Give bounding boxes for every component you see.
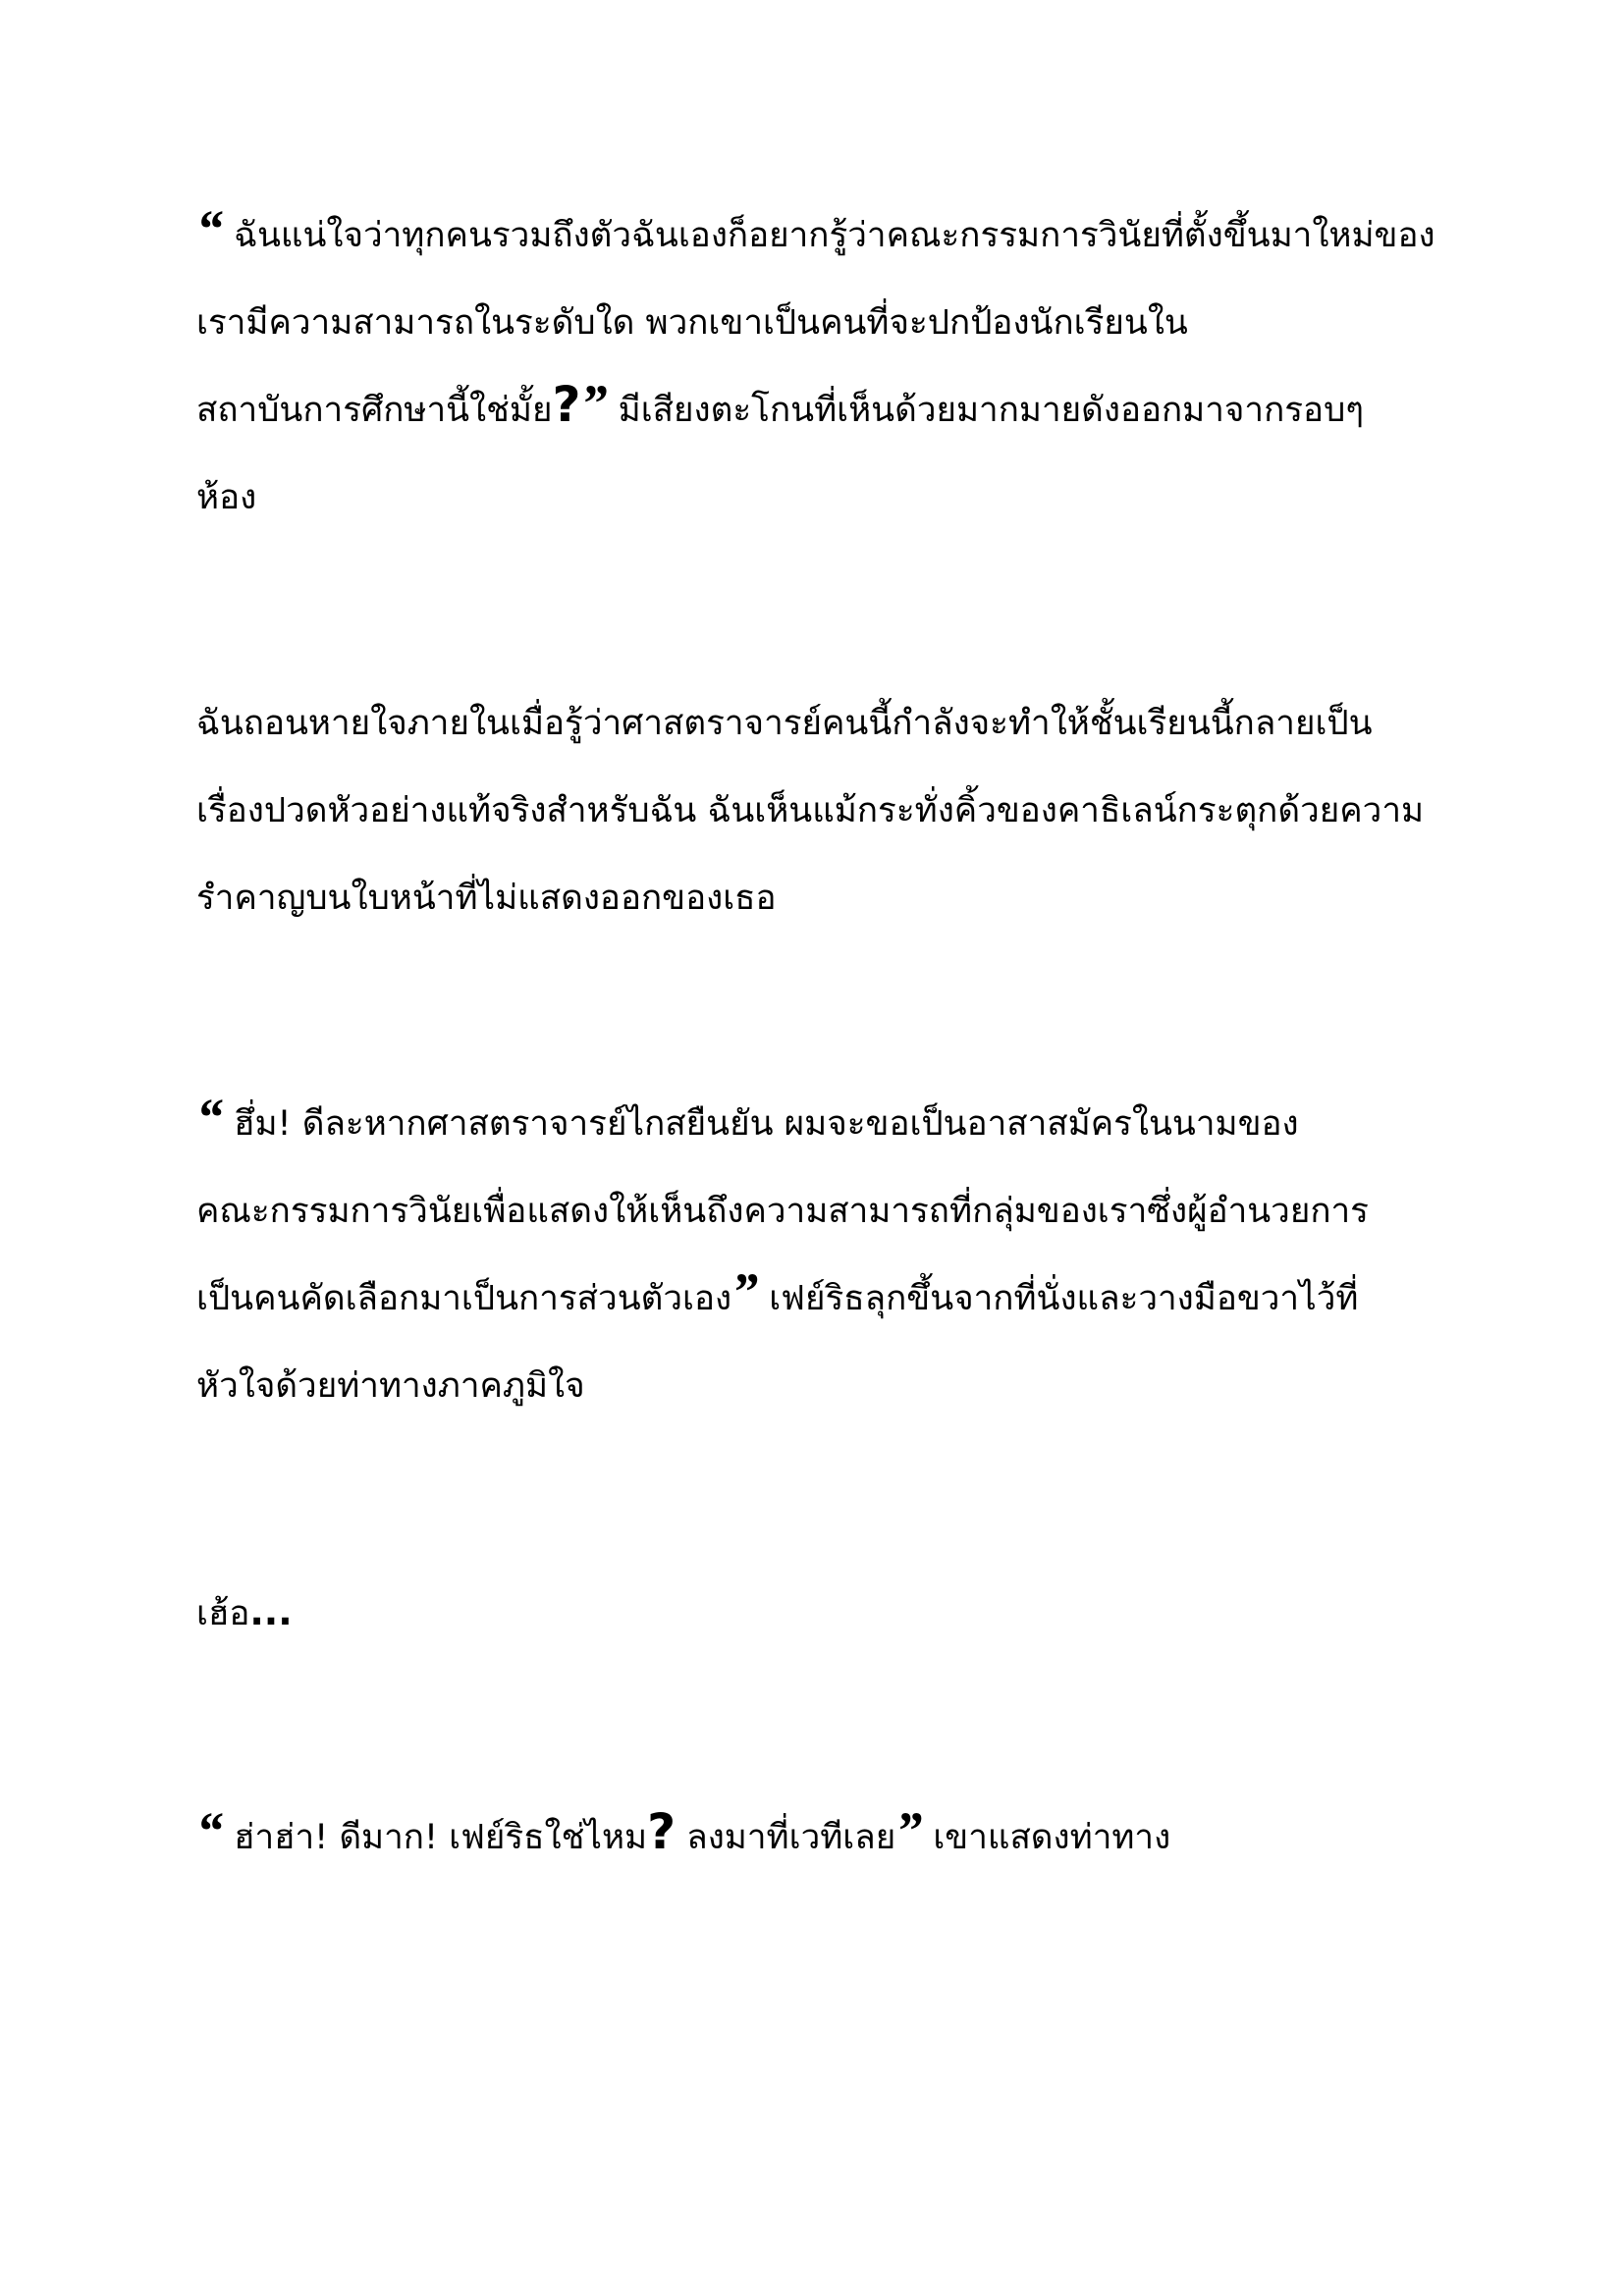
paragraph-line (196, 768, 1473, 855)
paragraph-line (196, 1081, 1473, 1168)
question-mark: ? (647, 1803, 677, 1860)
open-quote-mark: “ (196, 199, 223, 258)
paragraph-line (196, 855, 1473, 942)
line-text: เรามีความสามารถในระดับใด พวกเขาเป็นคนที่จะปกป้องนักเรียนใน (196, 303, 1188, 343)
ellipsis-mark: ... (249, 1590, 293, 1633)
line-text-after-quote: เขาแสดงท่าทาง (922, 1818, 1171, 1857)
line-text: รำคาญบนใบหน้าที่ไม่แสดงออกของเธอ (196, 879, 777, 918)
open-quote-mark: “ (196, 1801, 223, 1860)
line-text: ฮ่าฮ่า! ดีมาก! เฟย์ริธใช่ไหม (223, 1818, 648, 1857)
line-text-after-question: ลงมาที่เวทีเลย (676, 1818, 896, 1857)
line-text-after-quote: มีเสียงตะโกนที่เห็นด้วยมากมายดังออกมาจากรอบๆ (607, 391, 1365, 430)
paragraph-line (196, 1343, 1473, 1430)
paragraph-3 (196, 1081, 1473, 1430)
paragraph-line (196, 1255, 1473, 1343)
paragraph-1 (196, 192, 1473, 542)
close-quote-mark: ” (895, 1801, 923, 1860)
paragraph-line (196, 280, 1473, 367)
line-text: หัวใจด้วยท่าทางภาคภูมิใจ (196, 1366, 585, 1406)
paragraph-4 (196, 1569, 1473, 1658)
line-text: เป็นคนคัดเลือกมาเป็นการส่วนตัวเอง (196, 1279, 732, 1318)
paragraph-5 (196, 1794, 1473, 1882)
line-text-after-quote: เฟย์ริธลุกขึ้นจากที่นั่งและวางมือขวาไว้ที่ (758, 1279, 1359, 1318)
line-text: เฮ้อ (196, 1594, 250, 1633)
line-text: ฉันแน่ใจว่าทุกคนรวมถึงตัวฉันเองก็อยากรู้ว่าคณะกรรมการวินัยที่ตั้งขึ้นมาใหม่ของ (223, 216, 1435, 255)
paragraph-2 (196, 680, 1473, 942)
paragraph-line (196, 1569, 1473, 1658)
line-text: ฉันถอนหายใจภายในเมื่อรู้ว่าศาสตราจารย์คนนี้กำลังจะทำให้ชั้นเรียนนี้กลายเป็น (196, 704, 1373, 743)
paragraph-line (196, 1168, 1473, 1255)
line-text: ห้อง (196, 478, 257, 517)
paragraph-line (196, 680, 1473, 768)
paragraph-line (196, 192, 1473, 280)
close-quote-mark: ” (580, 374, 608, 433)
line-text: สถาบันการศึกษานี้ใช่มั้ย (196, 391, 553, 430)
paragraph-line (196, 454, 1473, 542)
close-quote-mark: ” (731, 1262, 759, 1321)
line-text: คณะกรรมการวินัยเพื่อแสดงให้เห็นถึงความสามารถที่กลุ่มของเราซึ่งผู้อำนวยการ (196, 1192, 1369, 1231)
line-text: เรื่องปวดหัวอย่างแท้จริงสำหรับฉัน ฉันเห็นแม้กระทั่งคิ้วของคาธิเลน์กระตุกด้วยความ (196, 791, 1425, 830)
question-mark: ? (552, 376, 581, 433)
paragraph-line (196, 1794, 1473, 1882)
paragraph-line (196, 367, 1473, 454)
open-quote-mark: “ (196, 1088, 223, 1147)
line-text: ฮึ่ม! ดีละหากศาสตราจารย์ไกสยืนยัน ผมจะขอเป็นอาสาสมัครในนามของ (223, 1104, 1299, 1144)
